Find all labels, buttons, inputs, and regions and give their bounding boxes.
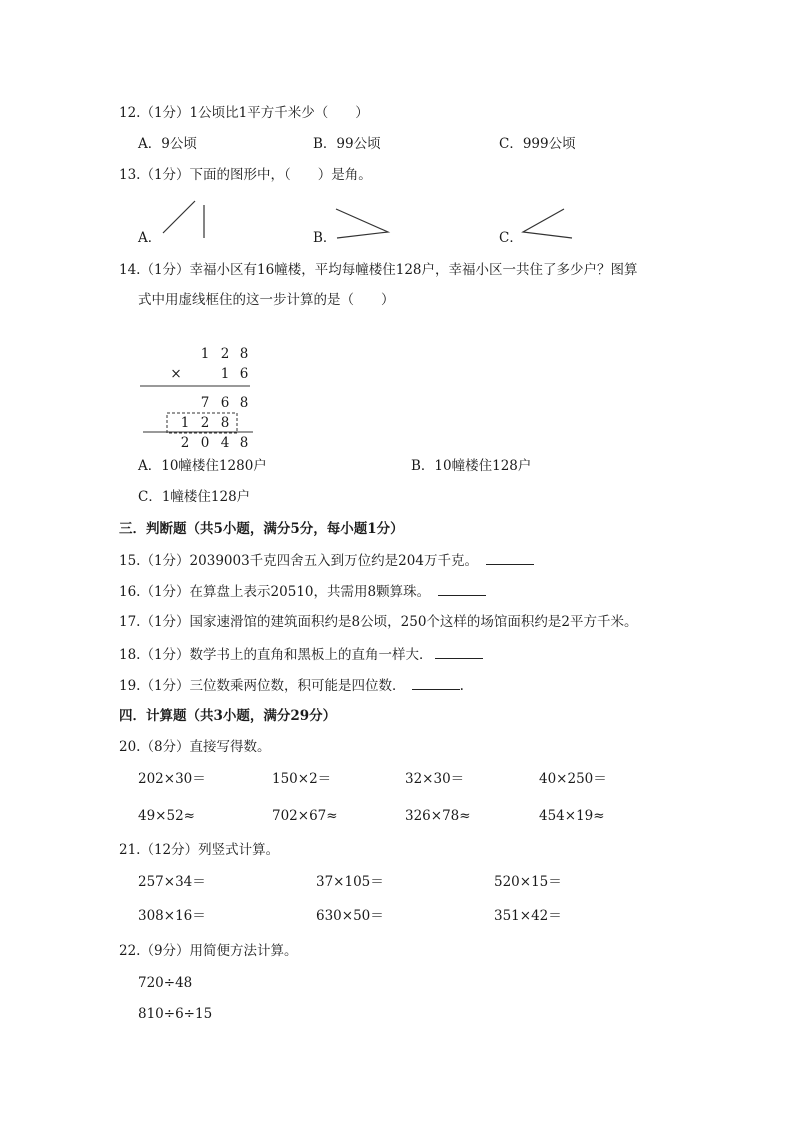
vertical-calc-item: 351×42＝ bbox=[494, 908, 562, 924]
judge-text: 18.（1分）数学书上的直角和黑板上的直角一样大． bbox=[119, 647, 433, 663]
partial1-digit: 8 bbox=[239, 395, 249, 411]
section-4-title: 四．计算题（共3小题，满分29分） bbox=[119, 708, 337, 724]
answer-blank[interactable] bbox=[435, 645, 483, 659]
operand2-digit: 6 bbox=[239, 366, 249, 382]
question-13-option-b[interactable]: B． bbox=[313, 230, 337, 246]
times-sign: × bbox=[170, 366, 182, 382]
question-12-option-c[interactable]: C．999公顷 bbox=[499, 136, 576, 152]
estimate-item: 454×19≈ bbox=[539, 808, 605, 824]
result-digit: 4 bbox=[220, 435, 230, 451]
question-12-stem: 12.（1分）1公顷比1平方千米少（ ） bbox=[119, 105, 369, 121]
question-12-option-b[interactable]: B．99公顷 bbox=[313, 136, 381, 152]
judge-question bbox=[119, 551, 534, 570]
result-digit: 0 bbox=[200, 435, 210, 451]
question-14-option-c[interactable]: C．1幢楼住128户 bbox=[138, 489, 251, 505]
partial2-digit: 1 bbox=[180, 415, 190, 431]
vertical-calc-item: 37×105＝ bbox=[316, 874, 384, 890]
operand1-digit: 8 bbox=[239, 346, 249, 362]
estimate-item: 49×52≈ bbox=[138, 808, 195, 824]
question-20-stem: 20.（8分）直接写得数。 bbox=[119, 739, 271, 755]
question-14-stem-line2: 式中用虚线框住的这一步计算的是（ ） bbox=[138, 292, 395, 308]
question-21-stem: 21.（12分）列竖式计算。 bbox=[119, 842, 280, 858]
question-22-stem: 22.（9分）用简便方法计算。 bbox=[119, 943, 298, 959]
simplify-calc-item: 720÷48 bbox=[138, 975, 193, 991]
judge-question bbox=[119, 676, 464, 695]
judge-question bbox=[119, 582, 486, 601]
partial1-digit: 6 bbox=[220, 395, 230, 411]
simplify-calc-item: 810÷6÷15 bbox=[138, 1006, 213, 1022]
judge-text: 19.（1分）三位数乘两位数，积可能是四位数． bbox=[119, 678, 406, 694]
vertical-calc-item: 257×34＝ bbox=[138, 874, 206, 890]
answer-blank[interactable] bbox=[412, 676, 460, 690]
partial2-digit: 2 bbox=[200, 415, 210, 431]
question-13-option-a[interactable]: A． bbox=[138, 230, 162, 246]
vertical-calc-item: 520×15＝ bbox=[494, 874, 562, 890]
question-14-option-b[interactable]: B．10幢楼住128户 bbox=[411, 458, 532, 474]
judge-question bbox=[119, 613, 638, 631]
estimate-item: 326×78≈ bbox=[405, 808, 471, 824]
result-digit: 2 bbox=[180, 435, 190, 451]
judge-text: 16.（1分）在算盘上表示20510，共需用8颗算珠。 bbox=[119, 584, 431, 600]
partial1-digit: 7 bbox=[200, 395, 210, 411]
result-digit: 8 bbox=[239, 435, 249, 451]
vertical-calc-item: 630×50＝ bbox=[316, 908, 384, 924]
operand1-digit: 1 bbox=[200, 346, 210, 362]
dashed-box bbox=[167, 413, 237, 433]
operand1-digit: 2 bbox=[220, 346, 230, 362]
section-3-title: 三．判断题（共5小题，满分5分，每小题1分） bbox=[119, 521, 404, 537]
partial2-digit: 8 bbox=[220, 415, 230, 431]
judge-question bbox=[119, 645, 483, 664]
question-14-option-a[interactable]: A．10幢楼住1280户 bbox=[138, 458, 267, 474]
oral-calc-item: 150×2＝ bbox=[272, 771, 332, 787]
judge-text: 15.（1分）2039003千克四舍五入到万位约是204万千克。 bbox=[119, 553, 478, 569]
oral-calc-item: 32×30＝ bbox=[405, 771, 465, 787]
vertical-calc-item: 308×16＝ bbox=[138, 908, 206, 924]
question-13-stem: 13.（1分）下面的图形中，（ ）是角。 bbox=[119, 167, 372, 183]
question-14-stem-line1: 14.（1分）幸福小区有16幢楼，平均每幢楼住128户，幸福小区一共住了多少户？图算 bbox=[119, 262, 638, 278]
question-13-option-c[interactable]: C． bbox=[499, 230, 523, 246]
oral-calc-item: 202×30＝ bbox=[138, 771, 206, 787]
operand2-digit: 1 bbox=[220, 366, 230, 382]
judge-text: 17.（1分）国家速滑馆的建筑面积约是8公顷，250个这样的场馆面积约是2平方千米。 bbox=[119, 614, 638, 630]
oral-calc-item: 40×250＝ bbox=[539, 771, 607, 787]
answer-blank[interactable] bbox=[486, 551, 534, 565]
answer-blank[interactable] bbox=[438, 582, 486, 596]
question-12-option-a[interactable]: A．9公顷 bbox=[138, 136, 197, 152]
estimate-item: 702×67≈ bbox=[272, 808, 338, 824]
judge-tail: . bbox=[459, 678, 464, 694]
